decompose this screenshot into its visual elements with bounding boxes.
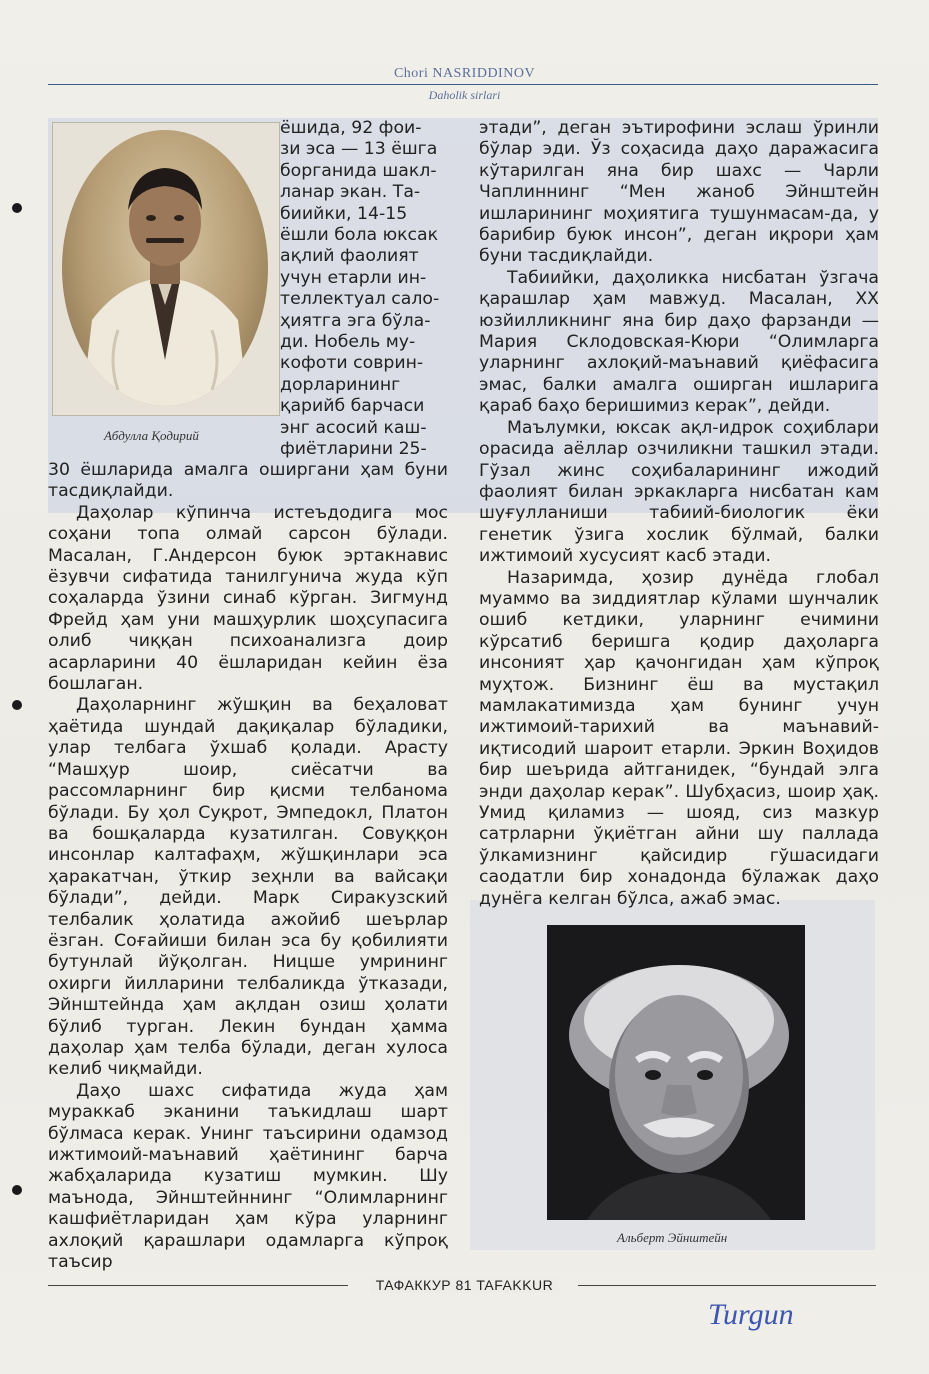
portrait-qodiriy [52,122,278,414]
einstein-figure [547,925,805,1220]
paragraph: Маълумки, юксак ақл-идрок соҳиблари орасида аёллар озчиликни ташкил этади. Гўзал жинс соҳибаларининг ижодий фаолият билан эркакларга нисбатан кам шуғулланиши табиий-биологик ёки генетик ўзига хослик бўлмай, балки ижтимоий хусусият касб этади. [479,417,879,567]
paragraph: этади”, деган эътирофини эслаш ўринли бўлар эди. Ўз соҳасида даҳо даражасига кўтарилган яна бир шахс — Чарли Чаплиннинг “Мен жаноб Эйнштейн ишларининг моҳиятига тушунмасам-да, у барибир буюк инсон”, деган иқрори ҳам буни тасдиқлайди. [479,118,879,267]
paragraph: 30 ёшларида амалга оширгани ҳам буни тасдиқлайди. [48,460,448,502]
header-subtitle: Daholik sirlari [428,88,501,102]
text-line: биийки, 14-15 [280,203,408,224]
binder-hole-top [12,203,22,213]
left-column-beside-image [280,118,448,461]
paragraph: Табиийки, даҳоликка нисбатан ўзгача қарашлар ҳам мавжуд. Масалан, XX юзйилликнинг яна бир даҳо фарзанди — Мария Склодовская-Кюри “Олимларга уларнинг ахлоқий-маънавий қиёфасига эмас, балки амалга оширган ишларига қараб баҳо беришимиз керак”, дейди. [479,267,879,417]
text-line: кофоти соврин- [280,353,424,374]
einstein-photo [547,925,805,1220]
text-line: энг асосий каш- [280,417,427,438]
text-line: ёшли бола юксак [280,225,439,246]
text-line: зи эса — 13 ёшга [280,139,438,160]
footer-label: ТАФАККУР 81 TAFAKKUR [370,1277,560,1293]
right-column-body [479,118,879,910]
paragraph: Даҳо шахс сифатида жуда ҳам мураккаб эканини таъкидлаш шарт бўлмаса керак. Унинг таъсирини одамзод ижтимоий-маънавий ҳаётининг барча жабҳаларида кузатиш мумкин. Шу маънода, Эйнштейннинг “Олимларнинг кашфиётларидан ҳам кўра уларнинг ахлоқий қарашлари одамларга кўпроқ таъсир [48,1080,448,1273]
text-line: ҳиятга эга бўла- [280,310,431,331]
left-column-body [48,460,448,1273]
portrait-photo [62,130,268,406]
text-line: ёшида, 92 фои- [280,118,422,138]
portrait-caption: Абдулла Қодирий [104,428,199,443]
header-rule [48,84,878,85]
text-line: теллектуал сало- [280,289,440,310]
paragraph: Даҳоларнинг жўшқин ва беҳаловат ҳаётида шундай дақиқалар бўладики, улар телбага ўхшаб қолади. Арасту “Машҳур шоир, сиёсатчи ва рассомларнинг бир қисми телбанома бўлади. Бу ҳол Суқрот, Эмпедокл, Платон ва бошқаларда кузатилган. Совуққон инсонлар калтафаҳм, жўшқинлари эса ҳаракатчан, ўткир зеҳнли ва вайсақи бўлади”, дейди. Марк Сиракузский телбалик ҳолатида ажойиб шеърлар ёзган. Соғайиши билан эса бу қобилияти бутунлай йўқолган. Ницше умрининг охирги йилларини телбаликда ўтказади, Эйнштейнда ҳам ақлдан озиш ҳолати бўлиб турган. Лекин бундан ҳамма даҳолар ҳам телба бўлади, деган хулоса келиб чиқмайди. [48,695,448,1080]
text-line: ланар экан. Та- [280,182,421,203]
binder-hole-middle [12,700,22,710]
header-author: Chori NASRIDDINOV [393,66,536,81]
paragraph: Даҳолар кўпинча истеъдодига мос соҳани топа олмай сарсон бўлади. Масалан, Г.Андерсон буюк эртакнавис ёзувчи сифатида танилгунича жуда кўп соҳаларда ўзини синаб кўрган. Зигмунд Фрейд ҳам уни машҳурлик шоҳсупасига олиб чиққан психоанализга доир асарларини 40 ёшларидан кейин ёза бошлаган. [48,502,448,695]
portrait-figure [62,130,268,406]
handwritten-signature: Turgun [708,1298,794,1331]
footer-text [0,1277,929,1293]
einstein-caption: Альберт Эйнштейн [617,1230,728,1245]
text-line: қарийб барчаси [280,396,425,417]
binder-hole-bottom [12,1185,22,1195]
text-line: фиётларини 25- [280,439,427,460]
text-line: учун етарли ин- [280,267,427,288]
text-line: борганида шакл- [280,160,437,181]
paragraph: Назаримда, ҳозир дунёда глобал муаммо ва зиддиятлар кўлами шунчалик ошиб кетдики, уларнинг ечимини кўрсатиб беришга қодир даҳоларга инсоният ҳар қачонгидан ҳам кўпроқ муҳтож. Бизнинг ёш ва мустақил мамлакатимизда ҳам бунинг учун ижтимоий-тарихий ва маънавий-иқтисодий шароит етарли. Эркин Воҳидов бир шеърида айтганидек, “бундай элга энди даҳолар керак”. Шубҳасиз, шоир ҳақ. Умид қиламиз — шояд, сиз мазкур сатрларни ўқиётган айни шу паллада ўлкамизнинг қайсидир гўшасидаги саодатли бир хонадонда бўлажак даҳо дунёга келган бўлса, ажаб эмас. [479,567,879,909]
text-line: ақлий фаолият [280,246,419,267]
text-line: дорларининг [280,374,401,395]
text-line: ди. Нобель му- [280,332,416,353]
